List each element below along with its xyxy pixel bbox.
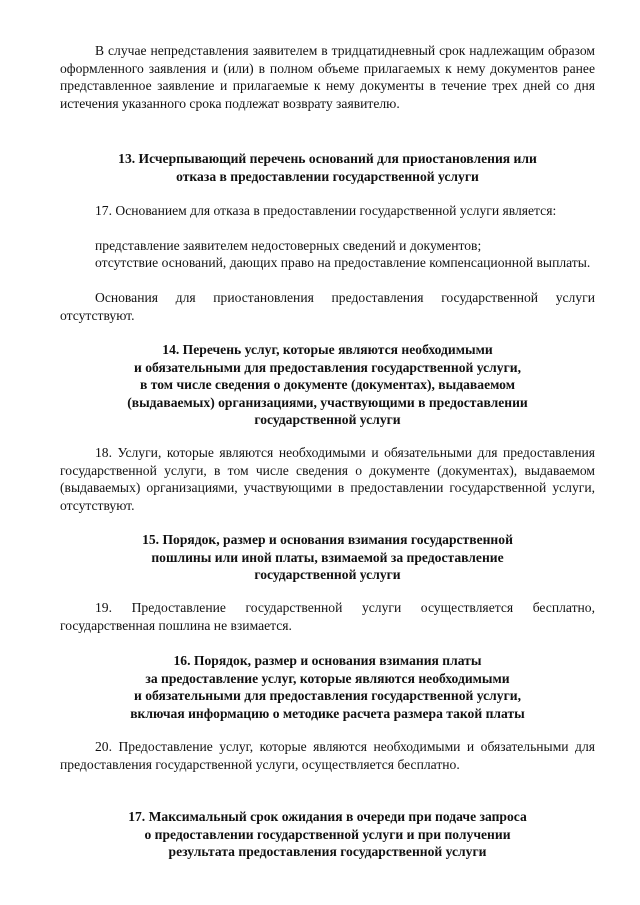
heading-line: (выдаваемых) организациями, участвующими в предоставлении [127, 394, 528, 410]
section-17-heading [60, 808, 595, 861]
heading-line: и обязательными для предоставления государственной услуги, [134, 688, 521, 703]
heading-line: 15. Порядок, размер и основания взимания государственной [142, 532, 513, 547]
heading-line: 13. Исчерпывающий перечень оснований для приостановления или [118, 151, 537, 166]
heading-line: и обязательными для предоставления государственной услуги, [134, 359, 521, 375]
paragraph-20: 20. Предоставление услуг, которые являются необходимыми и обязательными для предоставления государственной услуги, осуществляется бесплатно. [60, 739, 595, 772]
heading-line: отказа в предоставлении государственной услуги [176, 168, 479, 184]
heading-line: 16. Порядок, размер и основания взимания платы [173, 653, 482, 668]
section-13-heading [60, 150, 595, 185]
heading-line: о предоставлении государственной услуги и при получении [144, 826, 511, 842]
heading-line: пошлины или иной платы, взимаемой за предоставление [151, 549, 504, 565]
heading-line: результата предоставления государственной услуги [168, 844, 487, 859]
heading-line: государственной услуги [254, 412, 401, 427]
heading-line: за предоставление услуг, которые являются необходимыми [145, 670, 510, 686]
heading-line: 14. Перечень услуг, которые являются необходимыми [162, 342, 493, 357]
paragraph-17-item-c: Основания для приостановления предоставления государственной услуги отсутствуют. [60, 290, 595, 323]
section-16-heading [60, 652, 595, 722]
heading-line: государственной услуги [254, 567, 401, 582]
heading-line: включая информацию о методике расчета размера такой платы [130, 705, 525, 721]
heading-line: в том числе сведения о документе (документах), выдаваемом [140, 377, 515, 392]
paragraph-18: 18. Услуги, которые являются необходимыми и обязательными для предоставления государственной услуги, в том числе сведения о документе (документах), выдаваемом (выдаваемых) организациями, участвующими в предоставлении государственной услуги, отсутствуют. [60, 445, 595, 513]
paragraph-19: 19. Предоставление государственной услуги осуществляется бесплатно, государственная пошлина не взимается. [60, 600, 595, 633]
section-14-heading [60, 341, 595, 429]
section-15-heading [60, 531, 595, 584]
paragraph-17-item-b: отсутствие оснований, дающих право на предоставление компенсационной выплаты. [95, 255, 591, 270]
paragraph-17-item-a: представление заявителем недостоверных сведений и документов; [95, 238, 482, 253]
paragraph-17: 17. Основанием для отказа в предоставлении государственной услуги является: [95, 203, 557, 218]
heading-line: 17. Максимальный срок ожидания в очереди при подаче запроса [128, 809, 527, 824]
paragraph-intro: В случае непредставления заявителем в тридцатидневный срок надлежащим образом оформленного заявления и (или) в полном объеме прилагаемых к нему документов ранее представленное заявление и прилагаемые к нему документы в течение трех дней со дня истечения указанного срока подлежат возврату заявителю. [60, 43, 595, 111]
